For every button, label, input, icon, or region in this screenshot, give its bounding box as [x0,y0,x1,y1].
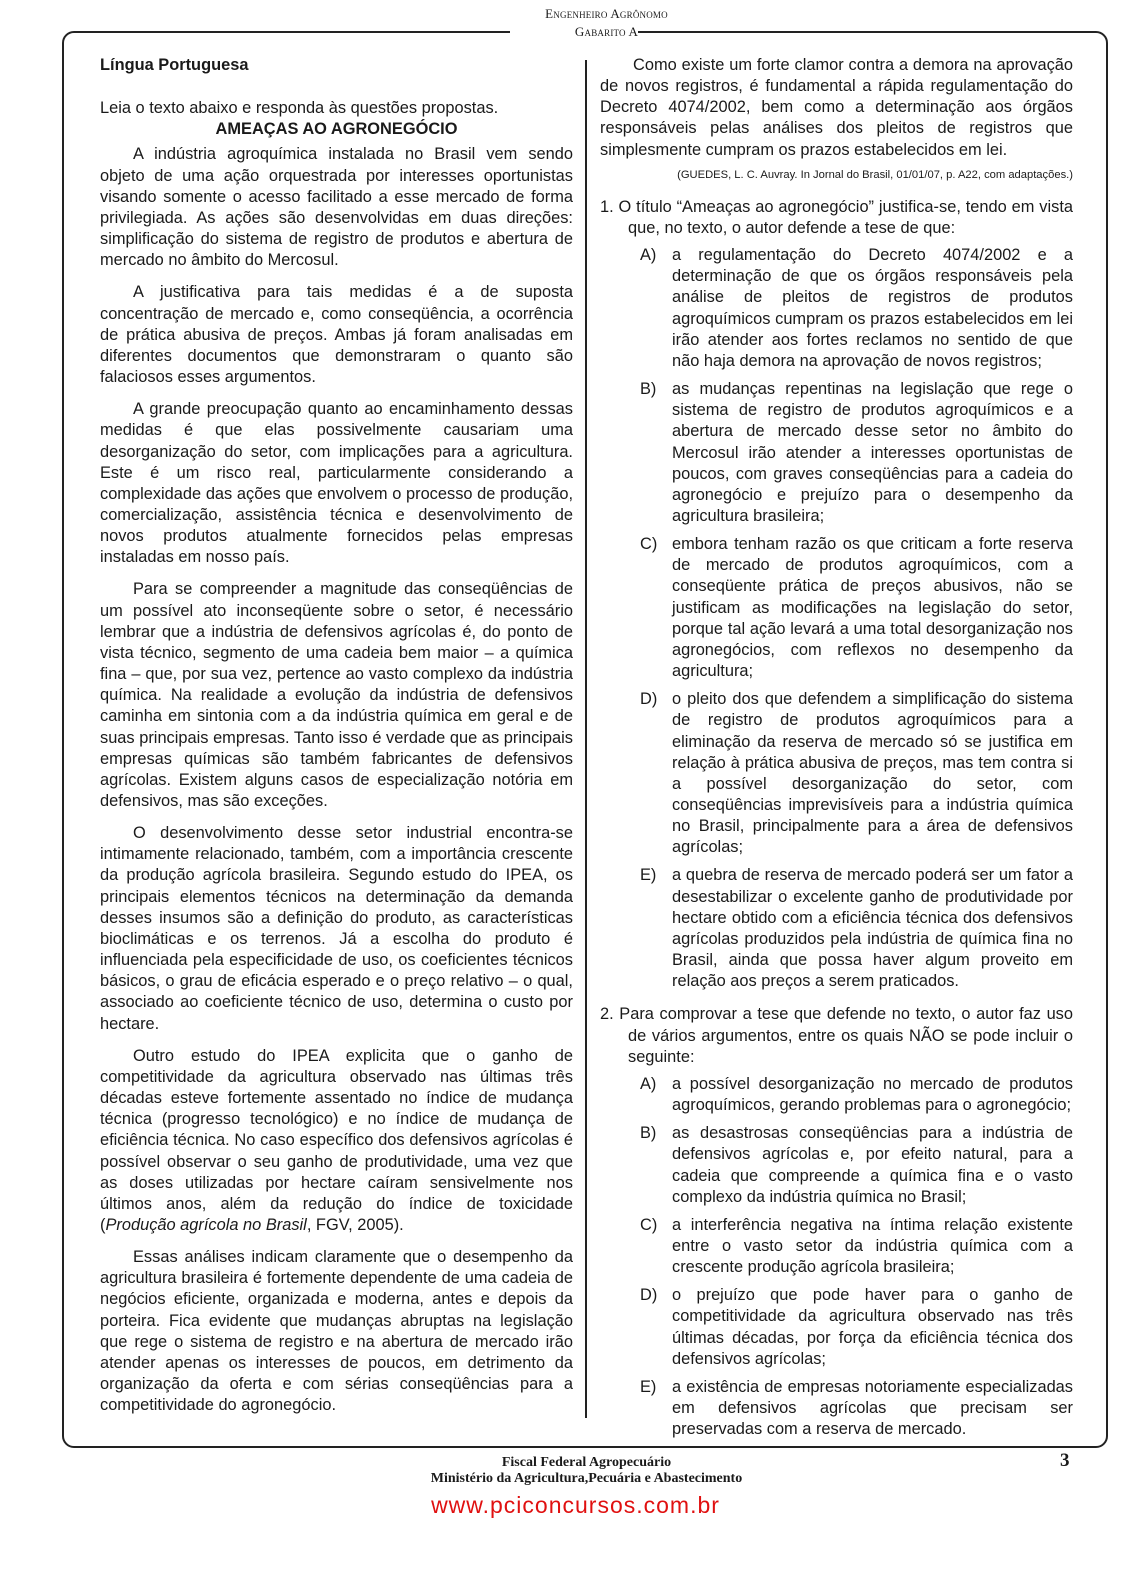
option-text: a existência de empresas notoriamente especializadas em defensivos agrícolas que precisam ser preservadas com a reserva de mercado. [672,1377,1073,1439]
question-stem: 2. Para comprovar a tese que defende no texto, o autor faz uso de vários argumentos, entre os quais NÃO se pode incluir o seguinte: [600,1005,1073,1066]
footer-title: Fiscal Federal Agropecuário [501,1455,672,1470]
answer-option [640,1123,1073,1208]
gabarito-label: Gabarito A [574,24,639,39]
paragraph: Como existe um forte clamor contra a demora na aprovação de novos registros, é fundamental a rápida regulamentação do Decreto 4074/2002, bem como a determinação aos órgãos responsáveis pelas análises dos pleitos de registros que simplesmente cumpram os prazos estabelecidos em lei. [600,56,1073,159]
option-text: a interferência negativa na íntima relação existente entre o vasto setor da indústria química com a crescente produção agrícola brasileira; [672,1215,1073,1277]
paragraph-text: , FGV, 2005). [306,1215,404,1234]
option-text: embora tenham razão os que criticam a forte reserva de mercado de produtos agroquímicos, com a conseqüente prática de preços abusivos, não se justificam as modificações na legislação do setor, porque tal ação levará a uma total desorganização nos agronegócios, com reflexos no desempenho da agricultura; [672,535,1073,681]
answer-option [640,1285,1073,1370]
question-stem: 1. O título “Ameaças ao agronegócio” justifica-se, tendo em vista que, no texto, o autor defende a tese de que: [600,197,1073,237]
option-label: A) [640,1074,657,1093]
option-text: as mudanças repentinas na legislação que rege o sistema de registro de produtos agroquímicos e a abertura de mercado desse setor no âmbito do Mercosul irão atender a interesses oportunistas de poucos, com graves conseqüências para a cadeia do agronegócio e prejuízo para o desempenho da agricultura brasileira; [672,380,1073,525]
exam-title: Engenheiro Agrônomo [545,6,668,21]
answer-option [640,689,1073,858]
paragraph: A indústria agroquímica instalada no Brasil vem sendo objeto de uma ação orquestrada por interesses oportunistas visando somente o acesso facilitado a esse mercado de forma privilegiada. As ações são desenvolvidas em duas direções: simplificação do sistema de registro de produtos e abertura de mercado no âmbito do Mercosul. [100,145,573,270]
option-label: C) [640,1215,658,1234]
footer-ministry: Ministério da Agricultura,Pecuária e Abastecimento [430,1471,743,1486]
answer-option [640,245,1073,372]
answer-option [640,534,1073,682]
column-divider [585,60,587,1418]
instructions: Leia o texto abaixo e responda às questões propostas. [100,99,499,118]
paragraph-text: Outro estudo do IPEA explicita que o ganho de competitividade da agricultura observado nas últimas três décadas esteve fortemente assentado no índice de mudança técnica (progresso tecnológico) e no índice de mudança de eficiência técnica. No caso específico dos defensivos agrícolas é possível observar o seu ganho de produtividade, uma vez que as doses utilizadas por hectare caíram sensivelmente nos últimos anos, além da redução do índice de toxicidade ( [100,1046,573,1234]
right-column [600,55,1073,1452]
option-label: B) [640,380,657,399]
option-label: E) [640,1377,657,1396]
answer-option [640,379,1073,527]
page-number: 3 [1060,1450,1070,1471]
answer-option [640,1377,1073,1440]
paragraph: A justificativa para tais medidas é a de suposta concentração de mercado e, como conseqüência, a ocorrência de prática abusiva de preços. Ambas já foram analisadas em diferentes documentos que demonstraram o quanto são falaciosos esses argumentos. [100,283,573,387]
option-text: as desastrosas conseqüências para a indústria de defensivos agrícolas e, por efeito natural, para a cadeia que compreende a química fina e o vasto complexo da indústria química no Brasil; [672,1124,1073,1206]
option-text: o prejuízo que pode haver para o ganho de competitividade da agricultura observado nas três últimas décadas, por força da eficiência técnica dos defensivos agrícolas; [672,1286,1073,1368]
citation: (GUEDES, L. C. Auvray. In Jornal do Brasil, 01/01/07, p. A22, com adaptações.) [677,168,1073,181]
question [600,197,1073,993]
option-label: D) [640,690,658,709]
questions-list [600,197,1073,1441]
paragraph: Essas análises indicam claramente que o desempenho da agricultura brasileira é fortemente dependente de uma cadeia de negócios eficiente, organizada e moderna, antes e depois da porteira. Fica evidente que mudanças abruptas na legislação que rege o sistema de registro e na abertura de mercado irão atender apenas os interesses de poucos, em detrimento da organização da oferta e com sérias conseqüências para a competitividade do agronegócio. [100,1248,573,1415]
paragraph: A grande preocupação quanto ao encaminhamento dessas medidas é que elas possivelmente causariam uma desorganização do setor, com implicações para a agricultura. Este é um risco real, particularmente considerando a complexidade das ações que envolvem o processo de produção, comercialização, assistência técnica e desenvolvimento de novos produtos atualmente fornecidos pelas empresas instaladas em nosso país. [100,400,573,567]
paragraph: O desenvolvimento desse setor industrial encontra-se intimamente relacionado, também, com a importância crescente da produção agrícola brasileira. Segundo estudo do IPEA, os principais elementos técnicos na determinação da demanda desses insumos são a definição do produto, as características bioclimáticas e os terrenos. Já a escolha do produto é influenciada pela especificidade de uso, os coeficientes técnicos básicos, o grau de eficácia esperado e o preço relativo – o qual, associado ao coeficiente técnico de uso, determina o custo por hectare. [100,824,573,1033]
option-text: a possível desorganização no mercado de produtos agroquímicos, gerando problemas para o agronegócio; [672,1074,1073,1115]
text-title: AMEAÇAS AO AGRONEGÓCIO [215,120,458,139]
answer-option [640,1074,1073,1116]
paragraph [100,1046,573,1236]
left-column [100,55,573,1427]
option-label: D) [640,1286,658,1305]
option-label: B) [640,1124,657,1143]
section-heading: Língua Portuguesa [100,56,249,74]
option-label: C) [640,535,658,554]
cited-work: Produção agrícola no Brasil [105,1215,307,1234]
question [600,1004,1073,1440]
watermark[interactable]: www.pciconcursos.com.br [431,1492,720,1518]
option-text: o pleito dos que defendem a simplificação do sistema de registro de produtos agroquímicos para a eliminação da reserva de mercado só se justifica em relação à prática abusiva de preços, mas tem contra si a possível desorganização do setor, com conseqüências imprevisíveis para a indústria química no Brasil, principalmente para a área de defensivos agrícolas; [672,690,1073,857]
option-text: a quebra de reserva de mercado poderá ser um fator a desestabilizar o excelente ganho de produtividade por hectare obtido com a eficiência técnica dos defensivos agrícolas produzidos pela indústria de química fina no Brasil, ainda que possa haver algum proveito em relação aos preços a serem praticados. [672,866,1073,991]
answer-option [640,865,1073,992]
option-text: a regulamentação do Decreto 4074/2002 e a determinação de que os órgãos responsáveis pela análise de pleitos de registros de produtos agroquímicos cumpram os prazos estabelecidos em lei irão atender aos fortes reclamos no sentido de que não haja demora na aprovação de novos registros; [672,246,1073,370]
answer-option [640,1215,1073,1278]
paragraph: Para se compreender a magnitude das conseqüências de um possível ato inconseqüente sobre o setor, é necessário lembrar que a indústria de defensivos agrícolas é, do ponto de vista técnico, segmento de uma cadeia bem maior – a química fina – que, por sua vez, pertence ao vasto complexo da indústria química. Na realidade a evolução da indústria de defensivos caminha em sintonia com a da indústria química em geral e de suas principais empresas. Tanto isso é verdade que as principais empresas químicas são também fabricantes de defensivos agrícolas. Existem alguns casos de especialização notória em defensivos, mas são exceções. [100,580,573,810]
option-label: E) [640,866,657,885]
option-label: A) [640,246,657,265]
